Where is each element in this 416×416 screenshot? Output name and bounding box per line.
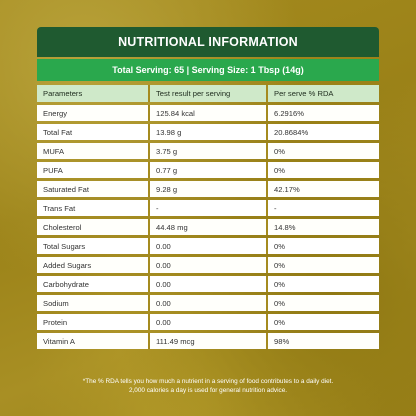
- table-row: [37, 200, 379, 216]
- cell-rda: 0%: [268, 276, 379, 292]
- cell-parameter: Total Sugars: [37, 238, 150, 254]
- footnote: [0, 377, 416, 395]
- cell-rda: 42.17%: [268, 181, 379, 197]
- cell-parameter: Added Sugars: [37, 257, 150, 273]
- cell-rda: 0%: [268, 295, 379, 311]
- cell-result: 9.28 g: [150, 181, 268, 197]
- cell-rda: 0%: [268, 143, 379, 159]
- cell-parameter: Trans Fat: [37, 200, 150, 216]
- cell-result: -: [150, 200, 268, 216]
- table-row: [37, 257, 379, 273]
- cell-rda: 14.8%: [268, 219, 379, 235]
- cell-parameter: Sodium: [37, 295, 150, 311]
- table-header-row: [37, 85, 379, 102]
- header-rda: Per serve % RDA: [268, 85, 379, 102]
- cell-rda: 0%: [268, 238, 379, 254]
- cell-parameter: Total Fat: [37, 124, 150, 140]
- table-row: [37, 238, 379, 254]
- cell-result: 0.00: [150, 314, 268, 330]
- cell-rda: 6.2916%: [268, 105, 379, 121]
- cell-rda: 98%: [268, 333, 379, 349]
- cell-rda: 0%: [268, 314, 379, 330]
- cell-result: 0.00: [150, 276, 268, 292]
- cell-result: 13.98 g: [150, 124, 268, 140]
- cell-result: 3.75 g: [150, 143, 268, 159]
- table-row: [37, 219, 379, 235]
- cell-parameter: Carbohydrate: [37, 276, 150, 292]
- cell-parameter: Protein: [37, 314, 150, 330]
- nutrition-card: [37, 27, 379, 352]
- cell-parameter: Saturated Fat: [37, 181, 150, 197]
- cell-result: 125.84 kcal: [150, 105, 268, 121]
- header-test-result: Test result per serving: [150, 85, 268, 102]
- footnote-line-2: 2,000 calories a day is used for general nutrition advice.: [128, 387, 288, 394]
- footnote-line-1: *The % RDA tells you how much a nutrient in a serving of food contributes to a daily diet.: [82, 378, 334, 385]
- table-row: [37, 276, 379, 292]
- cell-parameter: Cholesterol: [37, 219, 150, 235]
- cell-result: 0.77 g: [150, 162, 268, 178]
- table-row: [37, 314, 379, 330]
- cell-parameter: Vitamin A: [37, 333, 150, 349]
- serving-info: Total Serving: 65 | Serving Size: 1 Tbsp (14g): [37, 59, 379, 81]
- cell-parameter: MUFA: [37, 143, 150, 159]
- cell-result: 111.49 mcg: [150, 333, 268, 349]
- cell-rda: 0%: [268, 257, 379, 273]
- table-row: [37, 333, 379, 349]
- table-row: [37, 181, 379, 197]
- header-parameters: Parameters: [37, 85, 150, 102]
- table-row: [37, 124, 379, 140]
- cell-result: 0.00: [150, 238, 268, 254]
- table-row: [37, 143, 379, 159]
- cell-result: 0.00: [150, 295, 268, 311]
- table-row: [37, 162, 379, 178]
- nutrition-title: NUTRITIONAL INFORMATION: [37, 27, 379, 57]
- cell-rda: -: [268, 200, 379, 216]
- cell-parameter: Energy: [37, 105, 150, 121]
- cell-result: 44.48 mg: [150, 219, 268, 235]
- cell-rda: 20.8684%: [268, 124, 379, 140]
- cell-parameter: PUFA: [37, 162, 150, 178]
- cell-rda: 0%: [268, 162, 379, 178]
- cell-result: 0.00: [150, 257, 268, 273]
- table-row: [37, 295, 379, 311]
- nutrition-table: [37, 82, 379, 352]
- table-row: [37, 105, 379, 121]
